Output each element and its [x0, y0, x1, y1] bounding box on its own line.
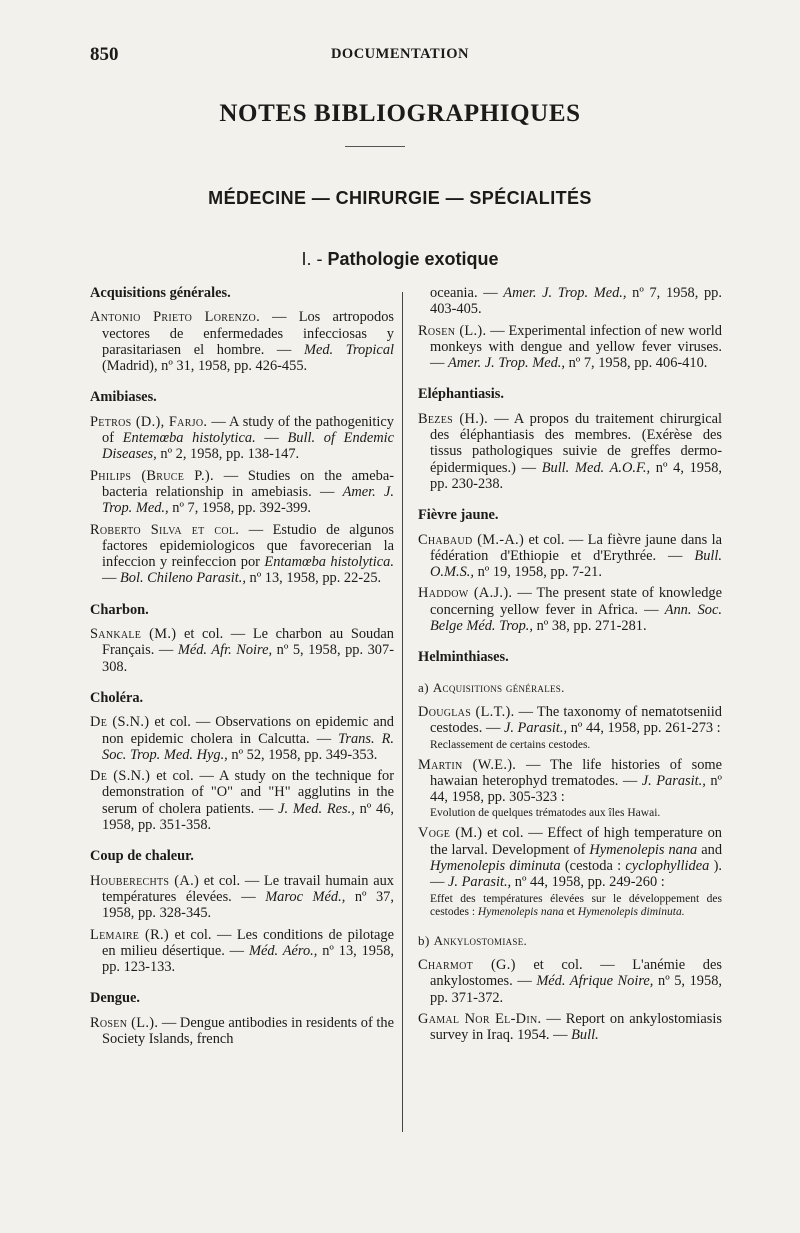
taxon-name: Entamœba histolytica.: [264, 554, 394, 571]
citation-details: nº 13, 1958, pp. 123-133.: [102, 942, 394, 976]
citation-details: nº 44, 1958, pp. 249-260 :: [514, 874, 665, 891]
entry-text: ). —: [430, 858, 723, 891]
bibliography-entry: [418, 323, 722, 372]
journal-name: Méd. Afrique Noire,: [536, 973, 654, 990]
entry-text: et col. — Les conditions de pilotage en milieu désertique. —: [102, 926, 394, 959]
citation-details: nº 4, 1958, pp. 230-238.: [430, 459, 722, 492]
citation-details: nº 38, pp. 271-281.: [536, 618, 647, 635]
journal-name: Maroc Méd.,: [265, 888, 346, 905]
entry-text: — A propos du traitement chirurgical des éléphantiasis des membres. (Exérèse des tissus pathologiques suivie de greffes dermo-épidermiques.) —: [430, 410, 722, 476]
entry-text: et col. — L'anémie des ankylostomes. —: [430, 956, 722, 990]
column-divider: [402, 292, 403, 1132]
entry-text: — Report on ankylostomiasis survey in Iraq. 1954. —: [430, 1010, 722, 1044]
entry-author: Houberechts (A.): [90, 872, 200, 889]
journal-name: Bull.: [571, 1027, 599, 1044]
section-number: I. -: [301, 249, 323, 269]
subject-heading: Charbon.: [90, 601, 149, 618]
entry-text: — The present state of knowledge concerning yellow fever in Africa. —: [430, 585, 722, 618]
entry-note: [418, 739, 722, 752]
journal-name: J. Parasit.,: [503, 720, 568, 737]
entry-text: and: [701, 841, 723, 858]
subject-heading: Helminthiases.: [418, 649, 509, 666]
bibliography-entry: [90, 927, 394, 976]
bibliography-entry: [90, 873, 394, 922]
section-heading: [0, 249, 800, 270]
citation-details: nº 7, 1958, pp. 403-405.: [430, 285, 722, 318]
journal-name: Amer. J. Trop. Med.,: [448, 355, 565, 372]
citation-details: nº 2, 1958, pp. 138-147.: [160, 446, 300, 463]
citation-details: nº 7, 1958, pp. 392-399.: [172, 500, 312, 517]
bibliography-entry: [90, 468, 394, 517]
entry-text: et col. — Le travail humain aux températures élevées. —: [102, 872, 394, 905]
journal-name: Trans. R. Soc. Trop. Med. Hyg.,: [102, 730, 394, 763]
bibliography-entry: [418, 957, 722, 1006]
bibliography-entry: [418, 757, 722, 806]
journal-name: Med. Tropical: [303, 341, 395, 358]
journal-name: J. Parasit.,: [641, 772, 706, 789]
right-column: [418, 285, 722, 1048]
entry-author: Lemaire (R.): [90, 926, 169, 943]
entry-author: Haddow (A.J.).: [418, 585, 513, 602]
citation-details: nº 52, 1958, pp. 349-353.: [231, 746, 378, 763]
entry-author: Sankale (M.): [90, 626, 177, 643]
subheading-text: Ankylostomiase.: [433, 932, 528, 948]
citation-details: nº 19, 1958, pp. 7-21.: [477, 564, 602, 581]
subject-heading: Dengue.: [90, 990, 140, 1007]
journal-name: Bull. O.M.S.,: [430, 547, 722, 581]
note-text: Reclassement de certains cestodes.: [430, 738, 591, 751]
entry-author: Petros (D.), Farjo.: [90, 413, 208, 430]
citation-details: nº 5, 1958, pp. 371-372.: [430, 973, 722, 1006]
taxon-name: Hymenolepis diminuta: [430, 858, 561, 875]
bibliography-entry: [90, 768, 394, 833]
subject-heading: Coup de chaleur.: [90, 848, 194, 865]
entry-author: Philips (Bruce P.).: [90, 467, 214, 484]
bibliography-entry: [418, 532, 722, 581]
subject-heading: Eléphantiasis.: [418, 386, 504, 403]
entry-text: oceania. —: [430, 285, 498, 301]
journal-name: Bull. Med. A.O.F.,: [541, 459, 651, 476]
taxon-name: Hymenolepis nana: [589, 841, 698, 858]
subject-heading: Fièvre jaune.: [418, 507, 499, 524]
entry-author: Douglas (L.T.).: [418, 703, 515, 720]
taxon-name: Hymenolepis diminuta.: [577, 905, 685, 918]
subject-subheading: [418, 933, 722, 949]
journal-name: J. Parasit.,: [448, 874, 512, 891]
subheading-text: Acquisitions générales.: [432, 679, 565, 695]
subject-heading: Choléra.: [90, 689, 144, 706]
bibliography-entry: [418, 704, 722, 737]
subject-subheading: [418, 680, 722, 696]
title-divider: [345, 146, 405, 147]
taxon-name: Entemœba histolytica.: [122, 430, 256, 447]
bibliography-entry: [418, 585, 722, 634]
subheading-label: b): [418, 932, 430, 948]
entry-note: [418, 807, 722, 820]
taxon-name: cyclophyllidea: [625, 858, 710, 875]
journal-name: Bull. of Endemic Diseases,: [102, 430, 394, 463]
entry-text: — Estudio de algunos factores epidemiologicos que favorecerian la infeccion y reinfeccion por: [102, 521, 394, 571]
entry-author: Chabaud (M.-A.): [418, 531, 525, 548]
note-text: et: [566, 905, 576, 918]
taxon-name: Hymenolepis nana: [477, 905, 564, 918]
entry-author: Rosen (L.).: [418, 322, 487, 339]
journal-name: J. Med. Res.,: [278, 800, 355, 817]
entry-author: Martin (W.E.).: [418, 756, 517, 773]
citation-details: nº 44, 1958, pp. 305-323 :: [430, 772, 722, 806]
entry-text: — Los artropodos vectores de enfermedades infecciosas y parasitariasen el hombre. —: [102, 309, 394, 358]
citation-details: nº 7, 1958, pp. 406-410.: [568, 355, 708, 372]
entry-author: Bezes (H.).: [418, 410, 489, 427]
citation-details: nº 5, 1958, pp. 307-308.: [102, 642, 394, 675]
page-title: NOTES BIBLIOGRAPHIQUES: [219, 100, 581, 127]
entry-author: Rosen (L.).: [90, 1014, 159, 1031]
entry-text: et col. — Effect of high temperature on the larval. Development of: [430, 825, 722, 858]
entry-text: et col. — La fièvre jaune dans la fédération d'Ethiopie et d'Erythrée. —: [430, 531, 723, 564]
citation-details: (Madrid), nº 31, 1958, pp. 426-455.: [102, 358, 308, 375]
bibliography-entry: [418, 1011, 722, 1044]
subject-heading: Amibiases.: [90, 389, 157, 406]
journal-name: Ann. Soc. Belge Méd. Trop.,: [430, 601, 722, 635]
entry-text: et col. — Le charbon au Soudan Français. —: [102, 626, 394, 659]
bibliography-entry: [90, 714, 394, 763]
bibliography-entry: [90, 626, 394, 675]
entry-text: — Studies on the ameba-bacteria relationship in amebiasis. —: [102, 467, 394, 500]
bibliography-entry: [418, 825, 722, 890]
entry-text: —: [102, 570, 117, 587]
journal-name: Méd. Aéro.,: [248, 942, 318, 959]
entry-text: et col. — A study on the technique for demonstration of "O" and "H" agglutins in the serum of cholera patients. —: [102, 768, 394, 817]
entry-text: —: [264, 430, 279, 447]
journal-name: Méd. Afr. Noire,: [177, 642, 273, 659]
citation-details: nº 37, 1958, pp. 328-345.: [102, 888, 394, 922]
citation-details: nº 46, 1958, pp. 351-358.: [102, 800, 394, 834]
bibliography-entry: [418, 411, 722, 492]
journal-name: Amer. J. Trop. Med.,: [503, 285, 627, 301]
bibliography-entry: [90, 1015, 394, 1048]
entry-author: Roberto Silva et col.: [90, 521, 240, 538]
subheading-label: a): [418, 679, 430, 695]
entry-text: — Experimental infection of new world monkeys with dengue and yellow fever viruses. —: [430, 322, 722, 372]
journal-name: Bol. Chileno Parasit.,: [120, 570, 246, 587]
entry-text: — The life histories of some hawaian heterophyd trematodes. —: [430, 756, 722, 789]
citation-details: nº 13, 1958, pp. 22-25.: [249, 570, 382, 587]
running-title: DOCUMENTATION: [330, 46, 470, 62]
note-text: Effet des températures élevées sur le développement des cestodes :: [430, 892, 722, 918]
entry-note: [418, 893, 722, 919]
entry-text: et col. — Observations on epidemic and non epidemic cholera in Calcutta. —: [102, 714, 394, 747]
subject-heading: Acquisitions générales.: [90, 285, 231, 301]
entry-author: Charmot (G.): [418, 956, 516, 973]
entry-author: Antonio Prieto Lorenzo.: [90, 309, 260, 326]
bibliography-entry: [418, 285, 722, 318]
left-column: [90, 285, 394, 1052]
bibliography-entry: [90, 414, 394, 463]
section-subtitle: MÉDECINE — CHIRURGIE — SPÉCIALITÉS: [208, 188, 592, 208]
bibliography-entry: [90, 522, 394, 587]
entry-text: — A study of the pathogeniticy of: [102, 413, 394, 447]
entry-author: Gamal Nor El-Din.: [418, 1010, 542, 1027]
entry-text: — The taxonomy of nematotseniid cestodes. —: [430, 703, 722, 737]
note-text: Evolution de quelques trématodes aux îles Hawai.: [430, 807, 661, 820]
bibliography-entry: [90, 309, 394, 374]
citation-details: nº 44, 1958, pp. 261-273 :: [570, 720, 721, 737]
section-name: Pathologie exotique: [327, 249, 499, 269]
entry-text: (cestoda :: [564, 858, 622, 875]
entry-author: De (S.N.): [90, 714, 150, 731]
entry-author: De (S.N.): [90, 768, 151, 785]
journal-name: Amer. J. Trop. Med.,: [102, 483, 395, 517]
entry-text: — Dengue antibodies in residents of the Society Islands, french: [102, 1014, 394, 1047]
entry-author: Voge (M.): [418, 825, 483, 842]
page-number: 850: [90, 44, 119, 65]
